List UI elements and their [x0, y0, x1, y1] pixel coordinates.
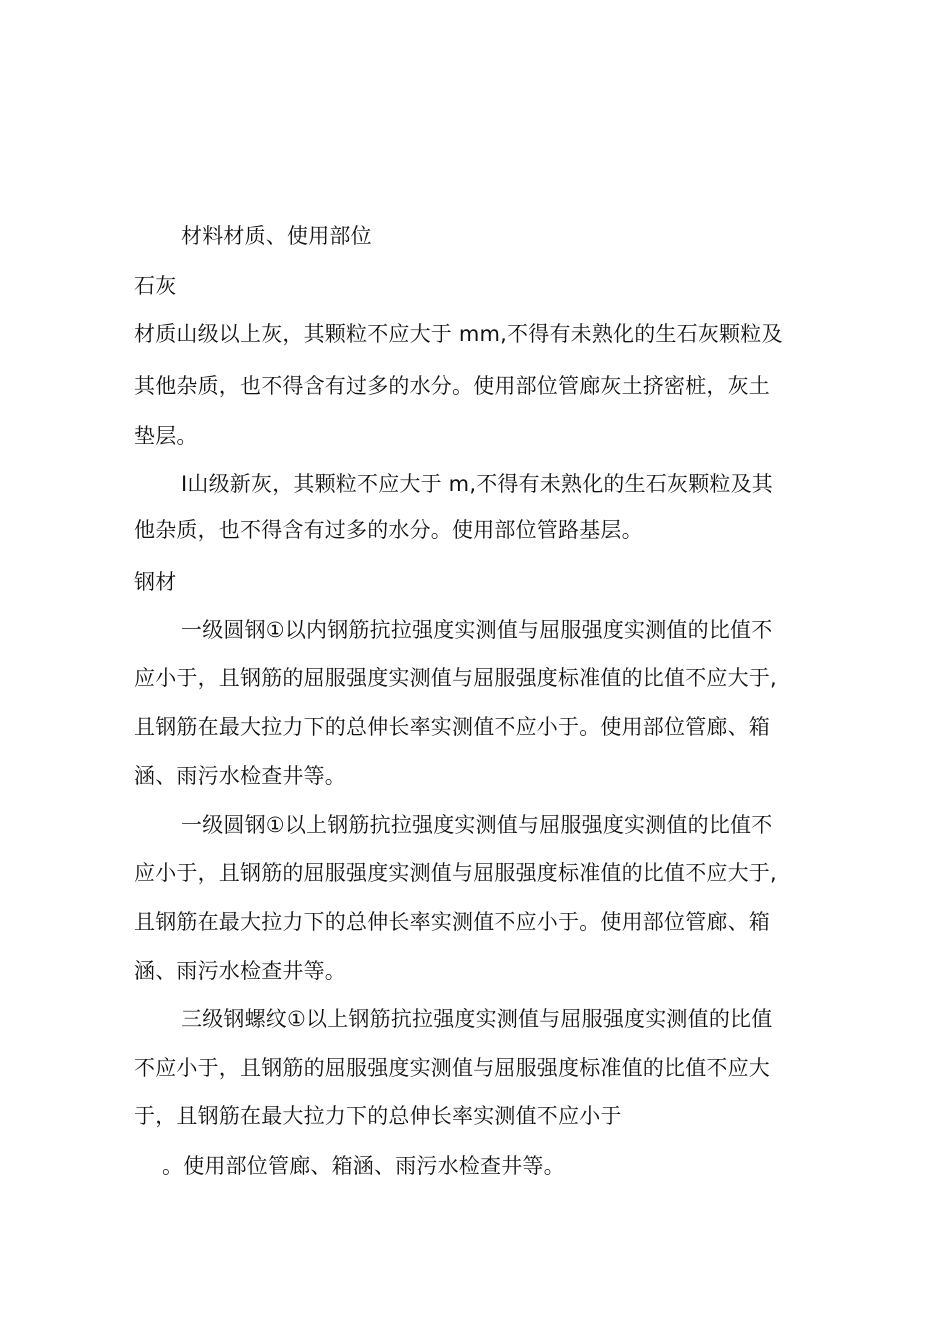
paragraph-line: 三级钢螺纹①以上钢筋抗拉强度实测值与屈服强度实测值的比值	[181, 1007, 773, 1031]
paragraph-line: 应小于，且钢筋的屈服强度实测值与屈服强度标准值的比值不应大于,	[134, 666, 777, 690]
document-heading: 材料材质、使用部位	[181, 224, 372, 248]
paragraph-line: 且钢筋在最大拉力下的总伸长率实测值不应小于。使用部位管廊、箱	[134, 910, 770, 934]
section-title-steel: 钢材	[134, 570, 177, 594]
paragraph-line: Ⅰ山级新灰，其颗粒不应大于 m,不得有未熟化的生石灰颗粒及其	[181, 472, 773, 496]
paragraph-line: 垫层。	[134, 424, 198, 448]
paragraph-line: 于，且钢筋在最大拉力下的总伸长率实测值不应小于	[134, 1104, 622, 1128]
paragraph-line: 不应小于，且钢筋的屈服强度实测值与屈服强度标准值的比值不应大	[134, 1056, 770, 1080]
paragraph-line: 其他杂质，也不得含有过多的水分。使用部位管廊灰土挤密桩，灰土	[134, 374, 770, 398]
paragraph-line: 且钢筋在最大拉力下的总伸长率实测值不应小于。使用部位管廊、箱	[134, 715, 770, 739]
paragraph-line: 涵、雨污水检查井等。	[134, 959, 346, 983]
paragraph-line: 材质山级以上灰，其颗粒不应大于 mm,不得有未熟化的生石灰颗粒及	[134, 322, 783, 346]
paragraph-line: 一级圆钢①以内钢筋抗拉强度实测值与屈服强度实测值的比值不	[181, 618, 773, 642]
paragraph-line: 他杂质，也不得含有过多的水分。使用部位管路基层。	[134, 518, 643, 542]
paragraph-line: 一级圆钢①以上钢筋抗拉强度实测值与屈服强度实测值的比值不	[181, 813, 773, 837]
section-title-lime: 石灰	[134, 274, 177, 298]
paragraph-line: 。使用部位管廊、箱涵、雨污水检查井等。	[162, 1154, 565, 1178]
paragraph-line: 应小于，且钢筋的屈服强度实测值与屈服强度标准值的比值不应大于,	[134, 861, 777, 885]
paragraph-line: 涵、雨污水检查井等。	[134, 764, 346, 788]
